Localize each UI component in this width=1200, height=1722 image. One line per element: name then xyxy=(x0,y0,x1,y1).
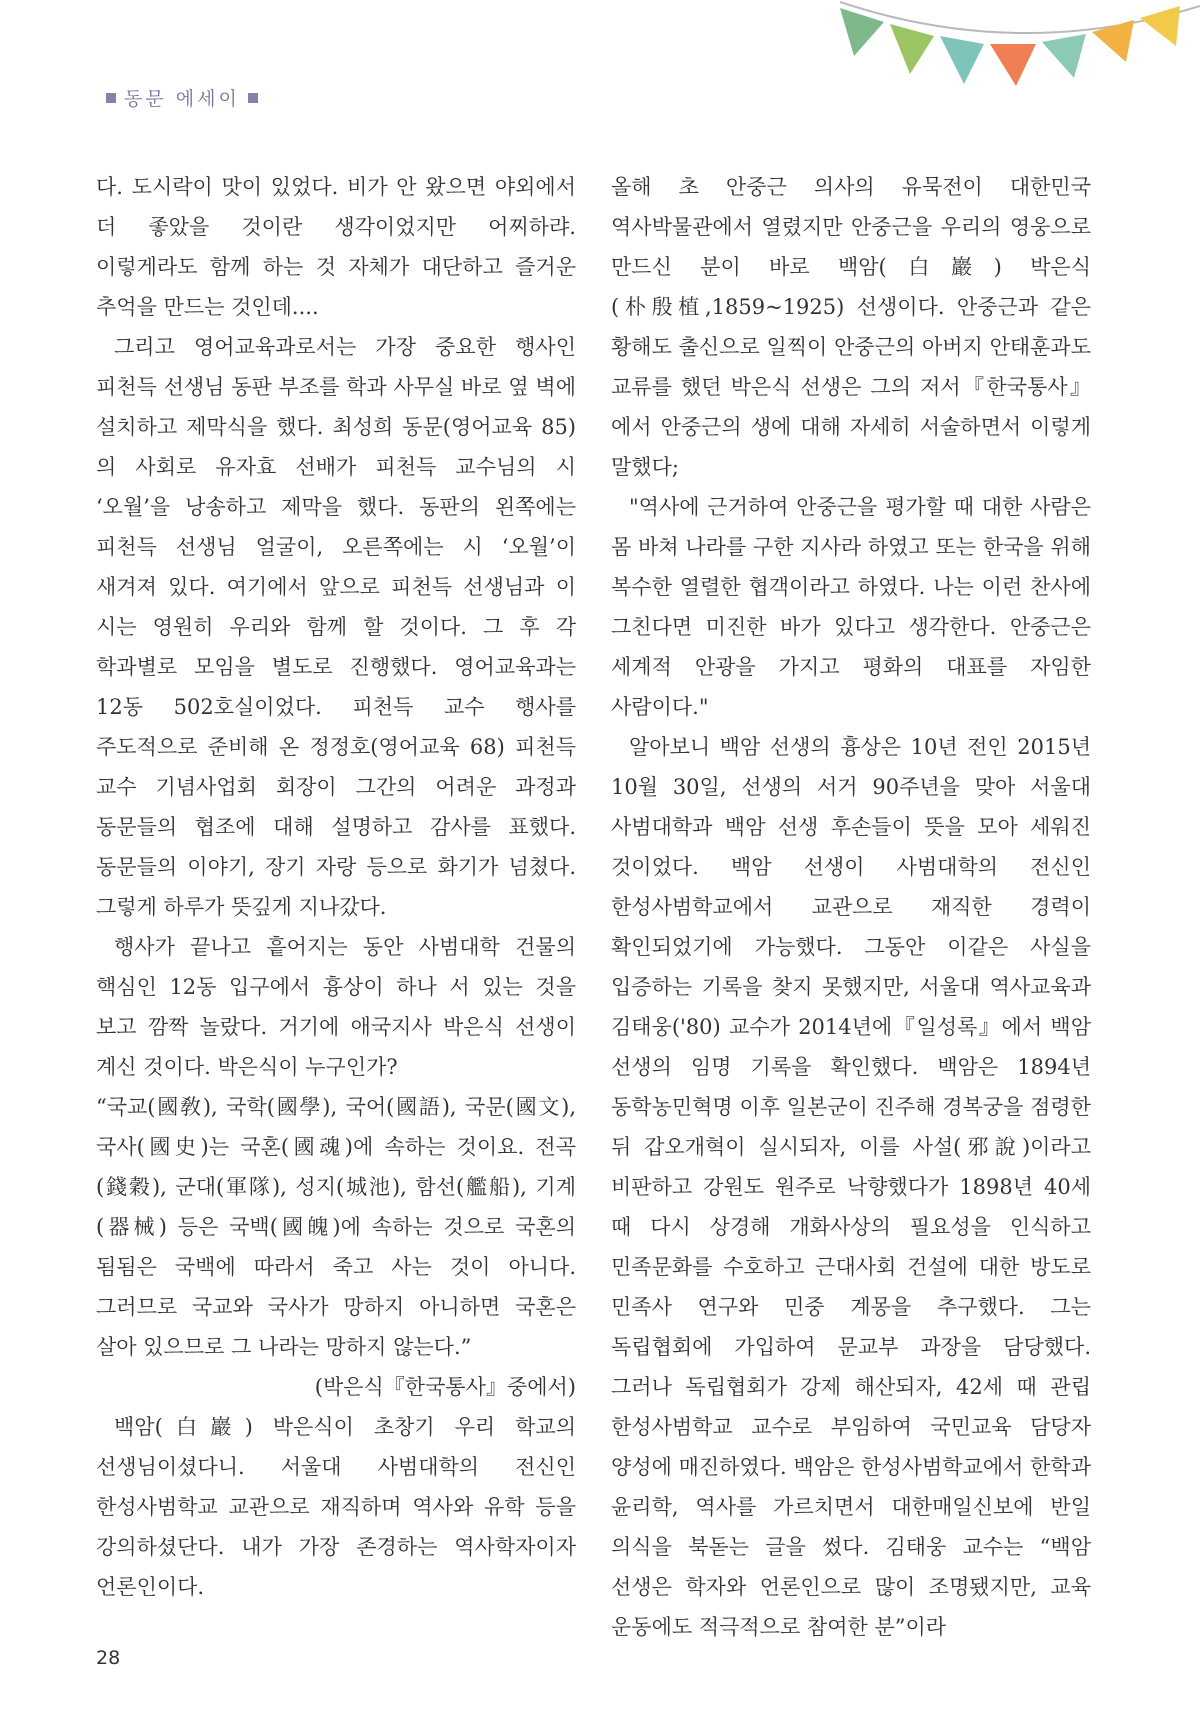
bunting-flag xyxy=(1042,34,1086,78)
paragraph: 알아보니 백암 선생의 흉상은 10년 전인 2015년 10월 30일, 선생의 서거 90주년을 맞아 서울대 사범대학과 백암 선생 후손들이 뜻을 모아 세워진 것이었다. 백암 선생이 사범대학의 전신인 한성사범학교에서 교관으로 재직한 경력이 확인되었기에 가능했다. 그동안 이같은 사실을 입증하는 기록을 찾지 못했지만, 서울대 역사교육과 김태웅('80) 교수가 2014년에『일성록』에서 백암 선생의 임명 기록을 확인했다. 백암은 1894년 동학농민혁명 이후 일본군이 진주해 경복궁을 점령한 뒤 갑오개혁이 실시되자, 이를 사설(邪說)이라고 비판하고 강원도 원주로 낙향했다가 1898년 40세 때 다시 상경해 개화사상의 필요성을 인식하고 민족문화를 수호하고 근대사회 건설에 대한 방도로 민족사 연구와 민중 계몽을 추구했다. 그는 독립협회에 가입하여 문교부 과장을 담당했다. 그러나 독립협회가 강제 해산되자, 42세 때 관립 한성사범학교 교수로 부임하여 국민교육 담당자 양성에 매진하였다. 백암은 한성사범학교에서 한학과 윤리학, 역사를 가르치면서 대한매일신보에 반일 의식을 북돋는 글을 썼다. 김태웅 교수는 “백암 선생은 학자와 언론인으로 많이 조명됐지만, 교육 운동에도 적극적으로 참여한 분”이라 xyxy=(611,735,1091,1639)
section-marker-icon xyxy=(106,93,116,103)
paragraph: 올해 초 안중근 의사의 유묵전이 대한민국 역사박물관에서 열렸지만 안중근을 우리의 영웅으로 만드신 분이 바로 백암(白巖) 박은식(朴殷植,1859~1925) 선생이다. 안중근과 같은 황해도 출신으로 일찍이 안중근의 아버지 안태훈과도 교류를 했던 박은식 선생은 그의 저서『한국통사』에서 안중근의 생에 대해 자세히 서술하면서 이렇게 말했다; xyxy=(611,175,1091,479)
quote-source: (박은식『한국통사』중에서) xyxy=(314,1375,576,1399)
bunting-decoration xyxy=(840,0,1200,100)
left-column xyxy=(96,167,576,1607)
paragraph: 그리고 영어교육과로서는 가장 중요한 행사인 피천득 선생님 동판 부조를 학과 사무실 바로 옆 벽에 설치하고 제막식을 했다. 최성희 동문(영어교육 85)의 사회로 유자효 선배가 피천득 교수님의 시 ‘오월’을 낭송하고 제막을 했다. 동판의 왼쪽에는 피천득 선생님 얼굴이, 오른쪽에는 시 ‘오월’이 새겨져 있다. 여기에서 앞으로 피천득 선생님과 이 시는 영원히 우리와 함께 할 것이다. 그 후 각 학과별로 모임을 별도로 진행했다. 영어교육과는 12동 502호실이었다. 피천득 교수 행사를 주도적으로 준비해 온 정정호(영어교육 68) 피천득 교수 기념사업회 회장이 그간의 어려운 과정과 동문들의 협조에 대해 설명하고 감사를 표했다. 동문들의 이야기, 장기 자랑 등으로 화기가 넘쳤다. 그렇게 하루가 뜻깊게 지나갔다. xyxy=(96,335,576,919)
quote-paragraph: “국교(國敎), 국학(國學), 국어(國語), 국문(國文), 국사(國史)는 국혼(國魂)에 속하는 것이요. 전곡(錢穀), 군대(軍隊), 성지(城池), 함선(艦船), 기계(器械) 등은 국백(國魄)에 속하는 것으로 국혼의 됨됨은 국백에 따라서 죽고 사는 것이 아니다. 그러므로 국교와 국사가 망하지 아니하면 국혼은 살아 있으므로 그 나라는 망하지 않는다.” xyxy=(96,1095,576,1359)
bunting-flag xyxy=(990,44,1036,86)
bunting-flag xyxy=(940,36,984,84)
section-label-text: 동문 에세이 xyxy=(124,88,240,110)
page-number: 28 xyxy=(96,1647,121,1669)
paragraph: 행사가 끝나고 흩어지는 동안 사범대학 건물의 핵심인 12동 입구에서 흉상이 하나 서 있는 것을 보고 깜짝 놀랐다. 거기에 애국지사 박은식 선생이 계신 것이다. 박은식이 누구인가? xyxy=(96,935,576,1079)
paragraph: 다. 도시락이 맛이 있었다. 비가 안 왔으면 야외에서 더 좋았을 것이란 생각이었지만 어찌하랴. 이렇게라도 함께 하는 것 자체가 대단하고 즐거운 추억을 만드는 것인데.... xyxy=(96,175,576,319)
bunting-flag xyxy=(840,8,884,56)
bunting-flag xyxy=(1140,6,1180,46)
right-column xyxy=(611,167,1091,1647)
section-marker-icon xyxy=(248,93,258,103)
bunting-flag xyxy=(1092,20,1134,62)
section-label xyxy=(98,84,266,111)
paragraph: 백암(白巖) 박은식이 초창기 우리 학교의 선생님이셨다니. 서울대 사범대학의 전신인 한성사범학교 교관으로 재직하며 역사와 유학 등을 강의하셨단다. 내가 가장 존경하는 역사학자이자 언론인이다. xyxy=(96,1415,576,1599)
bunting-flag xyxy=(890,24,934,74)
quote-paragraph: "역사에 근거하여 안중근을 평가할 때 대한 사람은 몸 바쳐 나라를 구한 지사라 하였고 또는 한국을 위해 복수한 열렬한 협객이라고 하였다. 나는 이런 찬사에 그친다면 미진한 바가 있다고 생각한다. 안중근은 세계적 안광을 가지고 평화의 대표를 자임한 사람이다." xyxy=(611,495,1091,719)
